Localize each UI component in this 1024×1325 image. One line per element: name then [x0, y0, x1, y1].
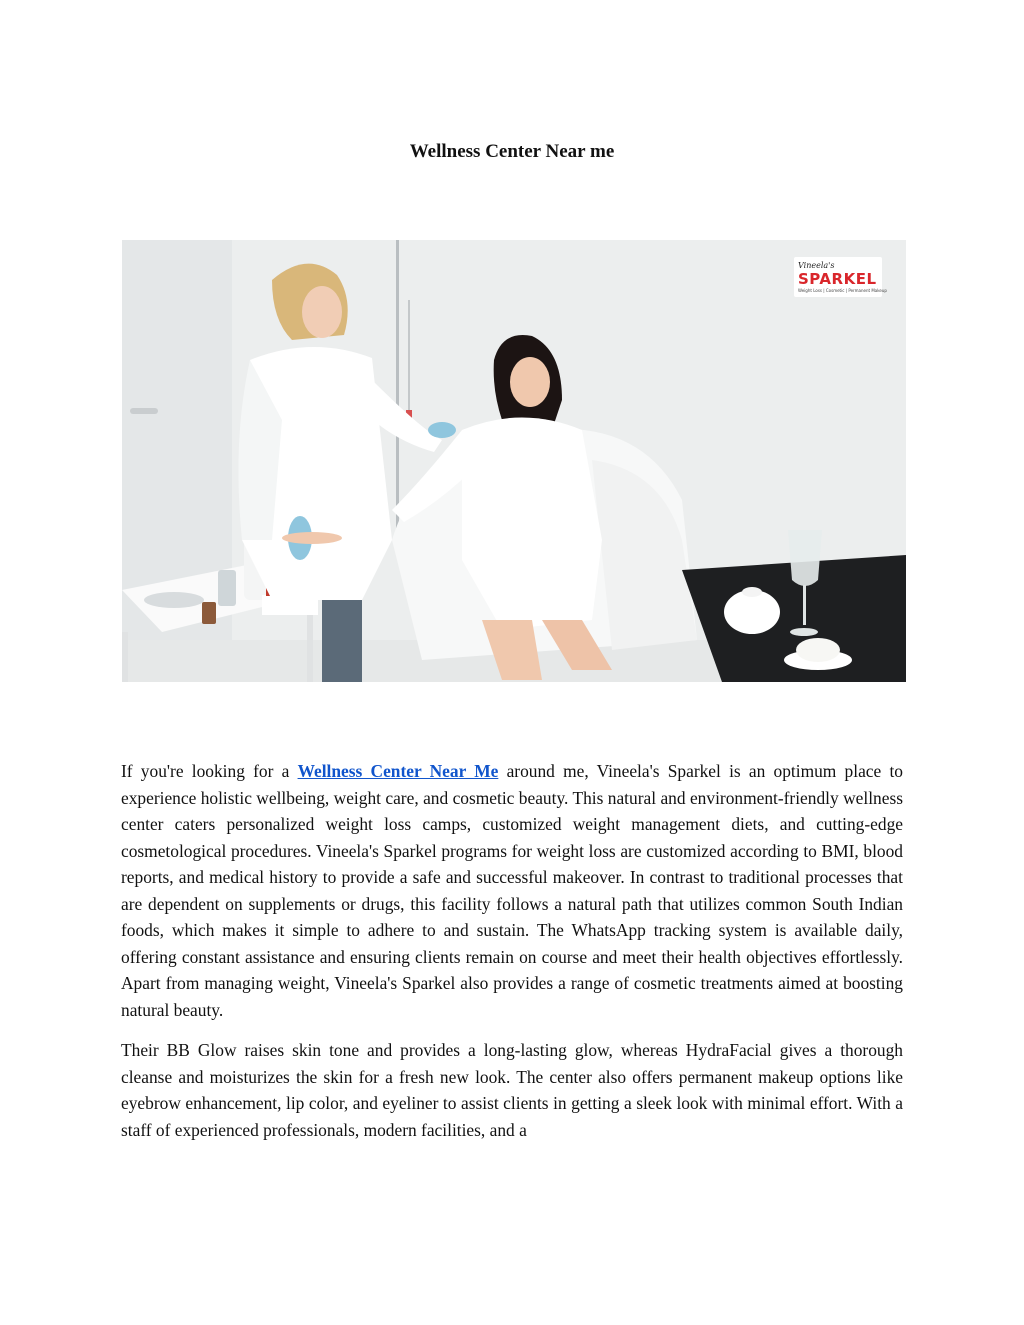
paragraph-2: Their BB Glow raises skin tone and provides a long-lasting glow, whereas HydraFacial gives a thorough cleanse and moisturizes the skin for a fresh new look. The center also offers permanent makeup options like eyebrow enhancement, lip color, and eyeliner to assist clients in getting a sleek look with minimal effort. With a staff of experienced professionals, modern facilities, and a: [121, 1040, 903, 1140]
page-title: Wellness Center Near me: [409, 141, 615, 162]
paragraph-1-intro: If you're looking for a: [121, 761, 298, 781]
wellness-center-link[interactable]: Wellness Center Near Me: [297, 761, 499, 781]
brand-logo: [794, 257, 887, 297]
clinic-scene-illustration: [122, 240, 906, 682]
logo-script-text: Vineela's: [798, 261, 835, 270]
logo-tagline: Weight Loss | Cosmetic | Permanent Makeup: [798, 288, 887, 293]
logo-brand-text: SPARKEL: [798, 270, 877, 288]
hero-image: [122, 240, 906, 682]
article-body: [121, 758, 903, 1157]
paragraph-1-rest: around me, Vineela's Sparkel is an optimum place to experience holistic wellbeing, weight care, and cosmetic beauty. This natural and environment-friendly wellness center caters personalized weight loss camps, customized weight management diets, and cutting-edge cosmetological procedures. Vineela's Sparkel programs for weight loss are customized according to BMI, blood reports, and medical history to provide a safe and successful makeover. In contrast to traditional processes that are dependent on supplements or drugs, this facility follows a natural path that utilizes common South Indian foods, which makes it simple to adhere to and sustain. The WhatsApp tracking system is available daily, offering constant assistance and ensuring clients remain on course and meet their health objectives effortlessly. Apart from managing weight, Vineela's Sparkel also provides a range of cosmetic treatments aimed at boosting natural beauty.: [121, 761, 903, 1020]
paragraph-1: [121, 758, 903, 1023]
